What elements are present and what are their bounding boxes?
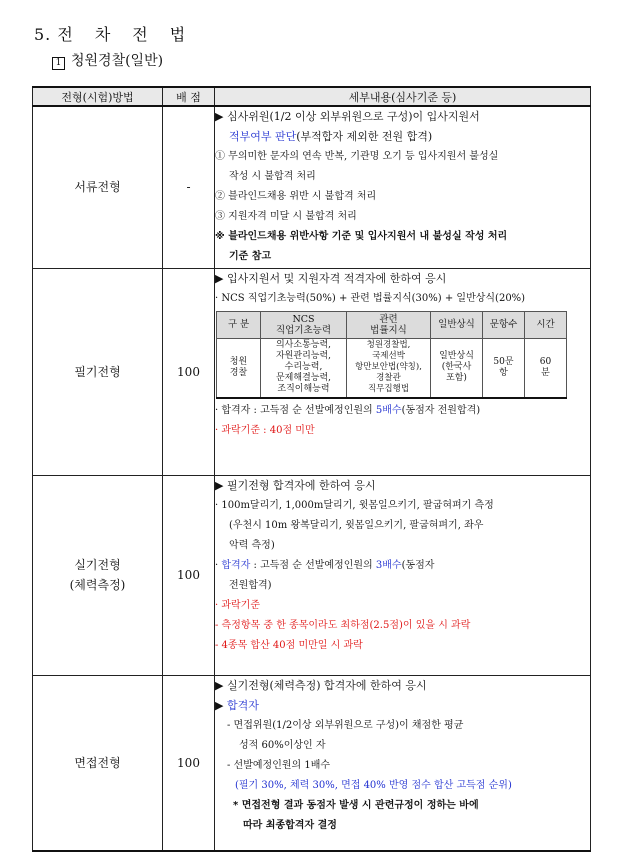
table-row bbox=[33, 675, 591, 851]
detail-line: 성적 60%이상인 자 bbox=[239, 739, 326, 751]
detail-line: 악력 측정) bbox=[229, 539, 275, 551]
detail-line: · NCS 직업기초능력(50%) + 관련 법률지식(30%) + 일반상식(20%) bbox=[215, 292, 526, 304]
method-cell bbox=[33, 475, 163, 675]
inner-cell: 50문 항 bbox=[483, 338, 525, 398]
detail-line: ① 무의미한 문자의 연속 반복, 기관명 오기 등 입사지원서 불성실 bbox=[215, 151, 499, 162]
subsection-label: 청원경찰(일반) bbox=[71, 53, 164, 69]
inner-cell: 청원 경찰 bbox=[217, 338, 261, 398]
method-label: 실기전형 bbox=[74, 558, 121, 572]
detail-line: 전원합격) bbox=[229, 579, 272, 591]
table-row bbox=[33, 475, 591, 675]
detail-text: ▶ bbox=[215, 698, 227, 712]
score-cell: - bbox=[163, 106, 215, 268]
inner-header: 관련 법률지식 bbox=[347, 311, 431, 338]
score-cell: 100 bbox=[163, 268, 215, 475]
section-title-char: 전 bbox=[57, 25, 95, 44]
detail-line: · 과락기준 bbox=[215, 599, 260, 611]
detail-text: (동점자 전원합격) bbox=[401, 404, 481, 416]
note-line: 기준 참고 bbox=[229, 251, 272, 262]
inner-header-row bbox=[217, 311, 567, 338]
detail-line: - 면접위원(1/2이상 외부위원으로 구성)이 채점한 평균 bbox=[227, 719, 464, 731]
inner-cell: 의사소통능력, 자원관리능력, 수리능력, 문제해결능력, 조직이해능력 bbox=[261, 338, 347, 398]
detail-cell bbox=[215, 268, 591, 475]
inner-header: 시간 bbox=[525, 311, 567, 338]
inner-cell: 청원경찰법, 국제선박 항만보안법(약칭), 경찰관 직무집행법 bbox=[347, 338, 431, 398]
detail-line: ② 블라인드채용 위반 시 불합격 처리 bbox=[215, 191, 377, 202]
detail-line: - 4종목 합산 40점 미만일 시 과락 bbox=[215, 639, 363, 651]
subsection-title bbox=[52, 50, 163, 70]
section-number: 5. bbox=[34, 25, 52, 44]
detail-line: - 측정항목 중 한 종목이라도 최하점(2.5점)이 있을 시 과락 bbox=[215, 619, 471, 631]
score-cell: 100 bbox=[163, 475, 215, 675]
section-title bbox=[34, 22, 186, 45]
detail-line bbox=[215, 127, 590, 147]
detail-text: (동점자 bbox=[401, 559, 435, 571]
method-sublabel: (체력측정) bbox=[69, 578, 126, 592]
table-row bbox=[33, 106, 591, 268]
detail-line bbox=[215, 556, 590, 576]
detail-line: ▶ 필기전형 합격자에 한하여 응시 bbox=[215, 478, 376, 492]
detail-line: ▶ 실기전형(체력측정) 합격자에 한하여 응시 bbox=[215, 678, 427, 692]
detail-text: · bbox=[215, 559, 222, 571]
inner-header: NCS 직업기초능력 bbox=[261, 311, 347, 338]
highlight-text: 3배수 bbox=[375, 559, 402, 571]
detail-line: · 100m달리기, 1,000m달리기, 윗몸일으키기, 팔굽혀펴기 측정 bbox=[215, 499, 494, 511]
inner-cell: 일반상식 (한국사 포함) bbox=[431, 338, 483, 398]
header-detail: 세부내용(심사기준 등) bbox=[215, 87, 591, 106]
detail-line: (필기 30%, 체력 30%, 면접 40% 반영 점수 합산 고득점 순위) bbox=[235, 779, 512, 791]
inner-cell: 60 분 bbox=[525, 338, 567, 398]
detail-text: (부적합자 제외한 전원 합격) bbox=[296, 130, 433, 143]
detail-line bbox=[215, 401, 590, 421]
note-line: 따라 최종합격자 결정 bbox=[243, 819, 337, 831]
table-header-row bbox=[33, 87, 591, 106]
method-cell: 서류전형 bbox=[33, 106, 163, 268]
detail-line: - 선발예정인원의 1배수 bbox=[227, 759, 331, 771]
table-row bbox=[33, 268, 591, 475]
highlight-text: 적부여부 판단 bbox=[229, 130, 297, 143]
detail-line: (우천시 10m 왕복달리기, 윗몸일으키기, 팔굽혀펴기, 좌우 bbox=[229, 519, 484, 531]
header-method: 전형(시험)방법 bbox=[33, 87, 163, 106]
detail-line bbox=[215, 696, 590, 716]
inner-header: 일반상식 bbox=[431, 311, 483, 338]
score-cell: 100 bbox=[163, 675, 215, 851]
section-title-char: 전 bbox=[132, 25, 170, 44]
highlight-text: 합격자 bbox=[226, 698, 259, 712]
method-cell: 면접전형 bbox=[33, 675, 163, 851]
detail-line: ▶ 심사위원(1/2 이상 외부위원으로 구성)이 입사지원서 bbox=[215, 110, 480, 123]
detail-line: ▶ 입사지원서 및 지원자격 적격자에 한하여 응시 bbox=[215, 271, 447, 285]
highlight-text: 5배수 bbox=[375, 404, 402, 416]
inner-header: 문항수 bbox=[483, 311, 525, 338]
selection-method-table bbox=[32, 86, 591, 852]
detail-cell bbox=[215, 475, 591, 675]
inner-header: 구 분 bbox=[217, 311, 261, 338]
detail-line: · 과락기준 : 40점 미만 bbox=[215, 424, 315, 436]
header-score: 배 점 bbox=[163, 87, 215, 106]
method-cell: 필기전형 bbox=[33, 268, 163, 475]
number-box: 1 bbox=[52, 57, 65, 70]
highlight-text: 합격자 bbox=[221, 559, 251, 571]
note-line: * 면접전형 결과 동점자 발생 시 관련규정이 정하는 바에 bbox=[233, 799, 479, 811]
detail-text: · 합격자 : 고득점 순 선발예정인원의 bbox=[215, 404, 376, 416]
detail-line: ③ 지원자격 미달 시 불합격 처리 bbox=[215, 211, 357, 222]
section-title-char: 차 bbox=[94, 25, 133, 44]
detail-text: : 고득점 순 선발예정인원의 bbox=[250, 559, 376, 571]
written-subject-table bbox=[216, 311, 567, 399]
detail-cell bbox=[215, 675, 591, 851]
inner-data-row bbox=[217, 338, 567, 398]
detail-line: 작성 시 불합격 처리 bbox=[229, 171, 316, 182]
detail-cell bbox=[215, 106, 591, 268]
note-line: ※ 블라인드채용 위반사항 기준 및 입사지원서 내 불성실 작성 처리 bbox=[215, 231, 508, 242]
section-title-char: 법 bbox=[169, 25, 187, 44]
